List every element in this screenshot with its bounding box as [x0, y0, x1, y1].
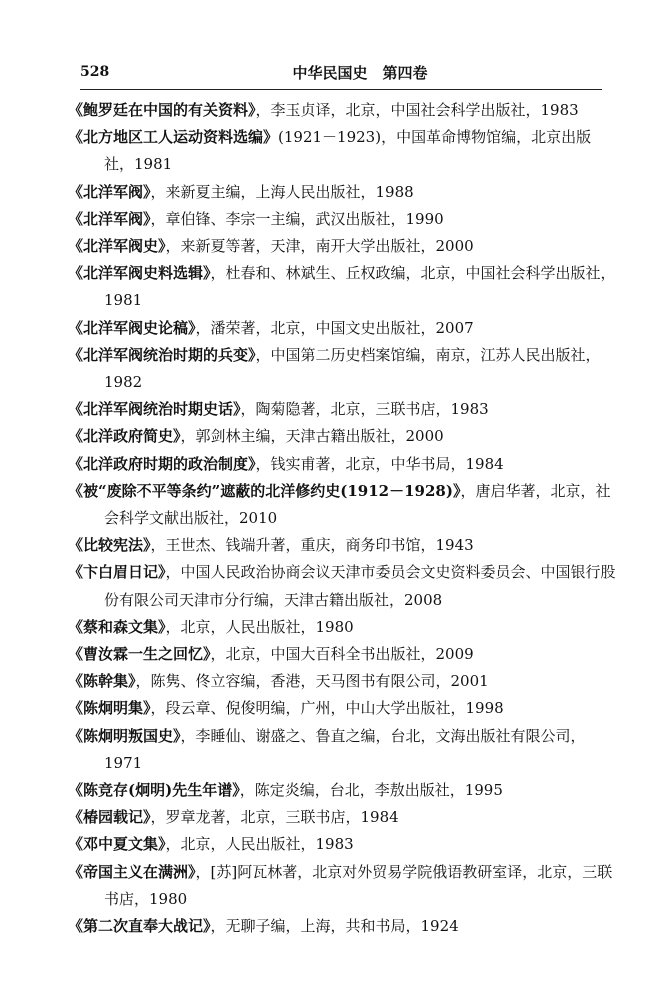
entry-title: 《陈炯明叛国史》	[68, 726, 181, 745]
header-rule	[80, 89, 602, 90]
bibliography-entry	[68, 233, 616, 260]
entry-title: 《帝国主义在满洲》	[68, 862, 196, 881]
bibliography-entry	[68, 396, 616, 423]
entry-details: ，北京，人民出版社，1983	[165, 835, 354, 854]
bibliography-entry	[68, 179, 616, 206]
bibliography-entry	[68, 831, 616, 858]
bibliography-entry	[68, 859, 616, 913]
bibliography-entry	[68, 532, 616, 559]
entry-title: 《陈竞存(炯明)先生年谱》	[68, 781, 240, 800]
entry-details: ，杜春和、林斌生、丘权政编，北京，中国社会科学出版社，1981	[104, 264, 616, 310]
bibliography-entry	[68, 614, 616, 641]
entry-details: ，中国第二历史档案馆编，南京，江苏人民出版社，1982	[104, 345, 601, 392]
entry-details: ，郭剑林主编，天津古籍出版社，2000	[180, 427, 444, 446]
entry-title: 《邓中夏文集》	[68, 835, 166, 854]
bibliography-list	[68, 97, 616, 940]
bibliography-entry	[68, 451, 616, 478]
bibliography-entry	[68, 260, 616, 314]
entry-title: 《椿园载记》	[68, 808, 151, 827]
entry-title: 《陈幹集》	[68, 672, 136, 691]
page-header	[80, 62, 600, 86]
bibliography-entry	[68, 668, 616, 695]
entry-details: ，李玉贞译，北京，中国社会科学出版社，1983	[255, 101, 579, 119]
entry-title: 《北洋军阀》	[68, 182, 151, 201]
bibliography-entry	[68, 97, 616, 124]
entry-title: 《北方地区工人运动资料选编》	[68, 128, 279, 147]
entry-details: ，章伯锋、李宗一主编，武汉出版社，1990	[150, 209, 444, 228]
bibliography-entry	[68, 695, 616, 722]
entry-title: 《鲍罗廷在中国的有关资料》	[68, 101, 256, 119]
bibliography-entry	[68, 641, 616, 668]
entry-details: ，来新夏主编，上海人民出版社，1988	[150, 182, 414, 201]
bibliography-entry	[68, 315, 616, 342]
bibliography-entry	[68, 478, 616, 532]
entry-title: 《曹汝霖一生之回忆》	[68, 645, 211, 664]
entry-details: ，李睡仙、谢盛之、鲁直之编，台北，文海出版社有限公司，1971	[104, 726, 586, 772]
entry-title: 《比较宪法》	[68, 536, 151, 555]
entry-details: ，中国人民政治协商会议天津市委员会文史资料委员会、中国银行股份有限公司天津市分行编，天津古籍出版社，2008	[104, 563, 616, 609]
bibliography-entry	[68, 559, 616, 613]
entry-title: 《北洋军阀统治时期的兵变》	[68, 345, 256, 364]
entry-details: ，潘荣著，北京，中国文史出版社，2007	[195, 318, 474, 337]
entry-title: 《卞白眉日记》	[68, 563, 166, 582]
entry-details: ，北京，中国大百科全书出版社，2009	[210, 645, 474, 664]
entry-title: 《蔡和森文集》	[68, 617, 166, 636]
entry-title: 《北洋政府时期的政治制度》	[68, 454, 256, 473]
entry-title: 《北洋军阀史》	[68, 237, 166, 256]
entry-details: ，[苏]阿瓦林著，北京对外贸易学院俄语教研室译，北京，三联书店，1980	[104, 862, 613, 908]
bibliography-entry	[68, 913, 616, 940]
entry-title: 《北洋政府简史》	[68, 427, 181, 446]
running-title: 中华民国史 第四卷	[292, 64, 428, 82]
entry-title: 《北洋军阀》	[68, 209, 151, 228]
bibliography-entry	[68, 124, 616, 178]
entry-title: 《陈炯明集》	[68, 699, 151, 718]
entry-details: ，钱实甫著，北京，中华书局，1984	[255, 454, 504, 473]
entry-details: (1921－1923)，中国革命博物馆编，北京出版社，1981	[104, 128, 592, 174]
entry-details: ，陈隽、佟立容编，香港，天马图书有限公司，2001	[135, 672, 489, 691]
entry-details: ，罗章龙著，北京，三联书店，1984	[150, 808, 399, 827]
entry-title: 《被“废除不平等条约”遮蔽的北洋修约史(1912－1928)》	[68, 481, 461, 500]
page-number: 528	[80, 64, 110, 80]
bibliography-entry	[68, 423, 616, 450]
entry-title: 《北洋军阀史料选辑》	[68, 264, 211, 283]
bibliography-entry	[68, 206, 616, 233]
bibliography-entry	[68, 777, 616, 804]
entry-title: 《第二次直奉大战记》	[68, 917, 211, 936]
entry-details: ，陈定炎编，台北，李敖出版社，1995	[239, 781, 503, 800]
entry-details: ，无聊子编，上海，共和书局，1924	[210, 917, 459, 936]
entry-details: ，王世杰、钱端升著，重庆，商务印书馆，1943	[150, 536, 474, 555]
entry-details: ，段云章、倪俊明编，广州，中山大学出版社，1998	[150, 699, 504, 718]
entry-title: 《北洋军阀史论稿》	[68, 318, 196, 337]
entry-details: ，北京，人民出版社，1980	[165, 617, 354, 636]
bibliography-entry	[68, 804, 616, 831]
entry-title: 《北洋军阀统治时期史话》	[68, 400, 241, 419]
entry-details: ，来新夏等著，天津，南开大学出版社，2000	[165, 237, 474, 256]
bibliography-entry	[68, 723, 616, 777]
entry-details: ，陶菊隐著，北京，三联书店，1983	[240, 400, 489, 419]
entry-details: ，唐启华著，北京，社会科学文献出版社，2010	[104, 481, 611, 528]
bibliography-entry	[68, 342, 616, 396]
